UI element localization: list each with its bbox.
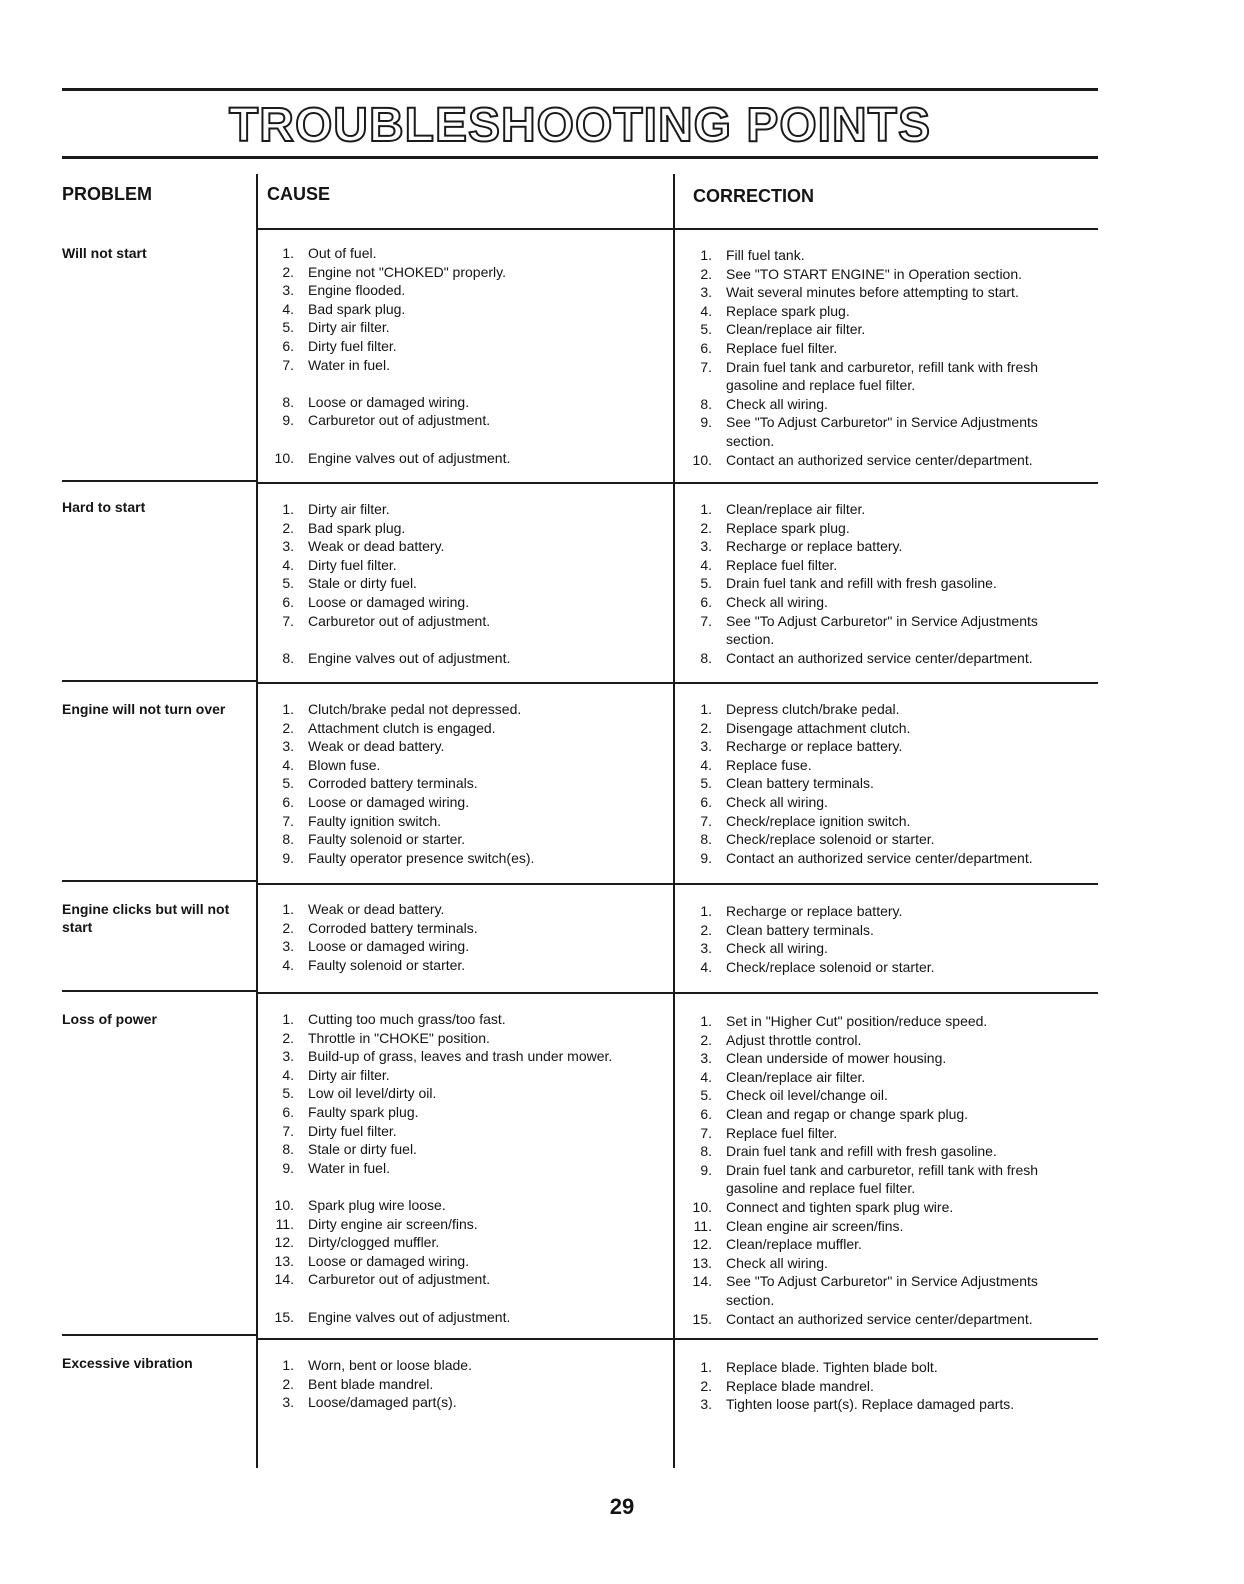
- correction-item: 9. Contact an authorized service center/department.: [700, 849, 1033, 866]
- cause-item: 3. Engine flooded.: [282, 282, 406, 299]
- correction-item: 4. Replace fuel filter.: [700, 556, 838, 573]
- cause-item: 2. Bent blade mandrel.: [282, 1375, 434, 1392]
- title-rule-top: [62, 88, 1098, 91]
- correction-item: 2. Disengage attachment clutch.: [700, 719, 911, 736]
- correction-item: 8. Check all wiring.: [700, 395, 828, 412]
- correction-item: 7. Check/replace ignition switch.: [700, 812, 911, 829]
- correction-item: 1. Replace blade. Tighten blade bolt.: [700, 1359, 938, 1375]
- problem-loss-of-power: Loss of power: [62, 1011, 157, 1027]
- section-rule: [256, 992, 1098, 994]
- correction-item: 5. Clean/replace air filter.: [700, 321, 866, 338]
- cause-item: 3. Build-up of grass, leaves and trash under mower.: [282, 1048, 613, 1065]
- cause-item: 3. Weak or dead battery.: [282, 738, 445, 755]
- cause-item: 2. Attachment clutch is engaged.: [282, 719, 496, 736]
- correction-item: 1. Recharge or replace battery.: [700, 903, 903, 919]
- cause-item: 4. Faulty solenoid or starter.: [282, 956, 466, 973]
- cause-item: 3. Loose/damaged part(s).: [282, 1394, 457, 1411]
- correction-item: 1. Clean/replace air filter.: [700, 501, 866, 517]
- cause-item: 10. Engine valves out of adjustment.: [274, 449, 511, 466]
- cause-item: 2. Bad spark plug.: [282, 519, 406, 536]
- cause-item: 1. Worn, bent or loose blade.: [282, 1357, 472, 1373]
- cause-item: 1. Cutting too much grass/too fast.: [282, 1011, 506, 1027]
- cause-list-will-not-start: [264, 244, 664, 467]
- title-rule-bottom: [62, 156, 1098, 159]
- correction-item: 8. Contact an authorized service center/department.: [700, 649, 1033, 666]
- cause-item: 4. Dirty fuel filter.: [282, 556, 397, 573]
- section-rule-problem: [62, 680, 258, 682]
- cause-item: 7. Water in fuel.: [282, 356, 390, 373]
- correction-item: 6. Check all wiring.: [700, 593, 828, 610]
- column-divider-2: [673, 174, 675, 1468]
- cause-item: 4. Blown fuse.: [282, 756, 381, 773]
- correction-item: 2. Clean battery terminals.: [700, 921, 874, 938]
- correction-list-engine-clicks: [682, 902, 1082, 976]
- correction-item: 12. Clean/replace muffler.: [692, 1236, 862, 1253]
- correction-item: 6. Replace fuel filter.: [700, 339, 838, 356]
- correction-item: 1. Set in "Higher Cut" position/reduce speed.: [700, 1013, 988, 1029]
- cause-item: 7. Dirty fuel filter.: [282, 1122, 397, 1139]
- correction-item: 14. See "To Adjust Carburetor" in Service Adjustments section.: [692, 1273, 1038, 1308]
- cause-item: 8. Faulty solenoid or starter.: [282, 831, 466, 848]
- cause-item: 8. Engine valves out of adjustment.: [282, 649, 511, 666]
- cause-item: 9. Faulty operator presence switch(es).: [282, 849, 535, 866]
- header-cause: CAUSE: [267, 184, 331, 204]
- cause-list-loss-of-power: [264, 1010, 664, 1326]
- cause-item: 2. Engine not "CHOKED" properly.: [282, 263, 506, 280]
- cause-item: 2. Corroded battery terminals.: [282, 919, 478, 936]
- correction-item: 4. Check/replace solenoid or starter.: [700, 958, 935, 975]
- correction-item: 5. Clean battery terminals.: [700, 775, 874, 792]
- cause-item: 5. Low oil level/dirty oil.: [282, 1085, 437, 1102]
- section-rule-problem: [62, 1334, 258, 1336]
- problem-excessive-vibration: Excessive vibration: [62, 1355, 193, 1371]
- correction-list-loss-of-power: [682, 1012, 1082, 1328]
- correction-item: 3. Recharge or replace battery.: [700, 738, 903, 755]
- column-divider-1: [256, 174, 258, 1468]
- problem-will-not-start: Will not start: [62, 245, 147, 261]
- cause-item: 1. Out of fuel.: [282, 245, 377, 261]
- correction-item: 2. See "TO START ENGINE" in Operation section.: [700, 265, 1023, 282]
- cause-item: 11. Dirty engine air screen/fins.: [275, 1215, 478, 1232]
- cause-item: 5. Stale or dirty fuel.: [282, 575, 417, 592]
- cause-item: 4. Dirty air filter.: [282, 1066, 390, 1083]
- correction-item: 7. Replace fuel filter.: [700, 1124, 838, 1141]
- correction-list-excessive-vibration: [682, 1358, 1082, 1414]
- header-rule: [256, 228, 1098, 230]
- page-number: 29: [609, 1494, 635, 1519]
- cause-list-excessive-vibration: [264, 1356, 664, 1412]
- correction-item: 7. Drain fuel tank and carburetor, refill tank with fresh gasoline and replace fuel filter.: [700, 358, 1039, 394]
- cause-item: 3. Weak or dead battery.: [282, 538, 445, 555]
- cause-item: 5. Dirty air filter.: [282, 319, 390, 336]
- correction-item: 15. Contact an authorized service center/department.: [692, 1310, 1033, 1327]
- correction-item: 8. Drain fuel tank and refill with fresh gasoline.: [700, 1143, 997, 1160]
- correction-list-hard-to-start: [682, 500, 1082, 667]
- correction-item: 3. Clean underside of mower housing.: [700, 1050, 947, 1067]
- correction-item: 8. Check/replace solenoid or starter.: [700, 831, 935, 848]
- correction-item: 3. Recharge or replace battery.: [700, 538, 903, 555]
- section-rule: [256, 482, 1098, 484]
- correction-item: 5. Drain fuel tank and refill with fresh gasoline.: [700, 575, 997, 592]
- correction-item: 1. Fill fuel tank.: [700, 247, 805, 263]
- correction-item: 2. Replace blade mandrel.: [700, 1377, 874, 1394]
- cause-item: 6. Loose or damaged wiring.: [282, 593, 470, 610]
- correction-item: 7. See "To Adjust Carburetor" in Service Adjustments section.: [700, 612, 1038, 648]
- page-title: TROUBLESHOOTING POINTS: [228, 99, 931, 152]
- cause-list-hard-to-start: [264, 500, 664, 667]
- correction-item: 3. Wait several minutes before attempting to start.: [700, 284, 1019, 301]
- cause-item: 4. Bad spark plug.: [282, 300, 406, 317]
- cause-item: 8. Loose or damaged wiring.: [282, 393, 470, 410]
- cause-item: 3. Loose or damaged wiring.: [282, 938, 470, 955]
- correction-item: 4. Clean/replace air filter.: [700, 1068, 866, 1085]
- cause-item: 2. Throttle in "CHOKE" position.: [282, 1029, 490, 1046]
- correction-item: 5. Check oil level/change oil.: [700, 1087, 888, 1104]
- cause-item: 1. Weak or dead battery.: [282, 901, 445, 917]
- correction-item: 4. Replace spark plug.: [700, 302, 850, 319]
- cause-item: 9. Water in fuel.: [282, 1159, 390, 1176]
- section-rule-problem: [62, 990, 258, 992]
- cause-item: 1. Dirty air filter.: [282, 501, 390, 517]
- correction-item: 1. Depress clutch/brake pedal.: [700, 701, 900, 717]
- cause-item: 9. Carburetor out of adjustment.: [282, 412, 491, 429]
- correction-item: 3. Tighten loose part(s). Replace damaged parts.: [700, 1396, 1015, 1413]
- cause-list-engine-will-not-turn-over: [264, 700, 664, 867]
- cause-item: 7. Carburetor out of adjustment.: [282, 612, 491, 629]
- cause-item: 1. Clutch/brake pedal not depressed.: [282, 701, 522, 717]
- correction-item: 3. Check all wiring.: [700, 940, 828, 957]
- correction-list-engine-will-not-turn-over: [682, 700, 1082, 867]
- correction-item: 13. Check all wiring.: [692, 1254, 828, 1271]
- section-rule-problem: [62, 880, 258, 882]
- header-problem: PROBLEM: [62, 184, 152, 204]
- section-rule: [256, 1338, 1098, 1340]
- correction-item: 4. Replace fuse.: [700, 756, 812, 773]
- correction-list-will-not-start: [682, 246, 1082, 469]
- problem-hard-to-start: Hard to start: [62, 499, 146, 515]
- cause-item: 8. Stale or dirty fuel.: [282, 1141, 417, 1158]
- cause-item: 6. Loose or damaged wiring.: [282, 793, 470, 810]
- problem-engine-clicks-but-will-not-start: Engine clicks but will not start: [62, 901, 230, 935]
- cause-item: 5. Corroded battery terminals.: [282, 775, 478, 792]
- correction-item: 6. Check all wiring.: [700, 793, 828, 810]
- cause-item: 7. Faulty ignition switch.: [282, 812, 442, 829]
- correction-item: 6. Clean and regap or change spark plug.: [700, 1105, 969, 1122]
- cause-list-engine-clicks: [264, 900, 664, 974]
- problem-engine-will-not-turn-over: Engine will not turn over: [62, 701, 226, 717]
- cause-item: 14. Carburetor out of adjustment.: [274, 1271, 491, 1288]
- cause-item: 15. Engine valves out of adjustment.: [274, 1308, 511, 1325]
- cause-item: 12. Dirty/clogged muffler.: [274, 1234, 440, 1251]
- correction-item: 10. Connect and tighten spark plug wire.: [692, 1198, 954, 1215]
- section-rule: [256, 883, 1098, 885]
- cause-item: 6. Dirty fuel filter.: [282, 337, 397, 354]
- correction-item: 10. Contact an authorized service center/department.: [692, 451, 1033, 468]
- correction-item: 2. Adjust throttle control.: [700, 1031, 862, 1048]
- header-correction: CORRECTION: [693, 186, 814, 206]
- cause-item: 10. Spark plug wire loose.: [274, 1196, 446, 1213]
- section-rule-problem: [62, 480, 258, 482]
- cause-item: 6. Faulty spark plug.: [282, 1103, 419, 1120]
- correction-item: 11. Clean engine air screen/fins.: [693, 1217, 904, 1234]
- correction-item: 2. Replace spark plug.: [700, 519, 850, 536]
- correction-item: 9. Drain fuel tank and carburetor, refill tank with fresh gasoline and replace fuel filter.: [700, 1161, 1039, 1197]
- cause-item: 13. Loose or damaged wiring.: [274, 1252, 470, 1269]
- correction-item: 9. See "To Adjust Carburetor" in Service Adjustments section.: [700, 414, 1038, 449]
- section-rule: [256, 682, 1098, 684]
